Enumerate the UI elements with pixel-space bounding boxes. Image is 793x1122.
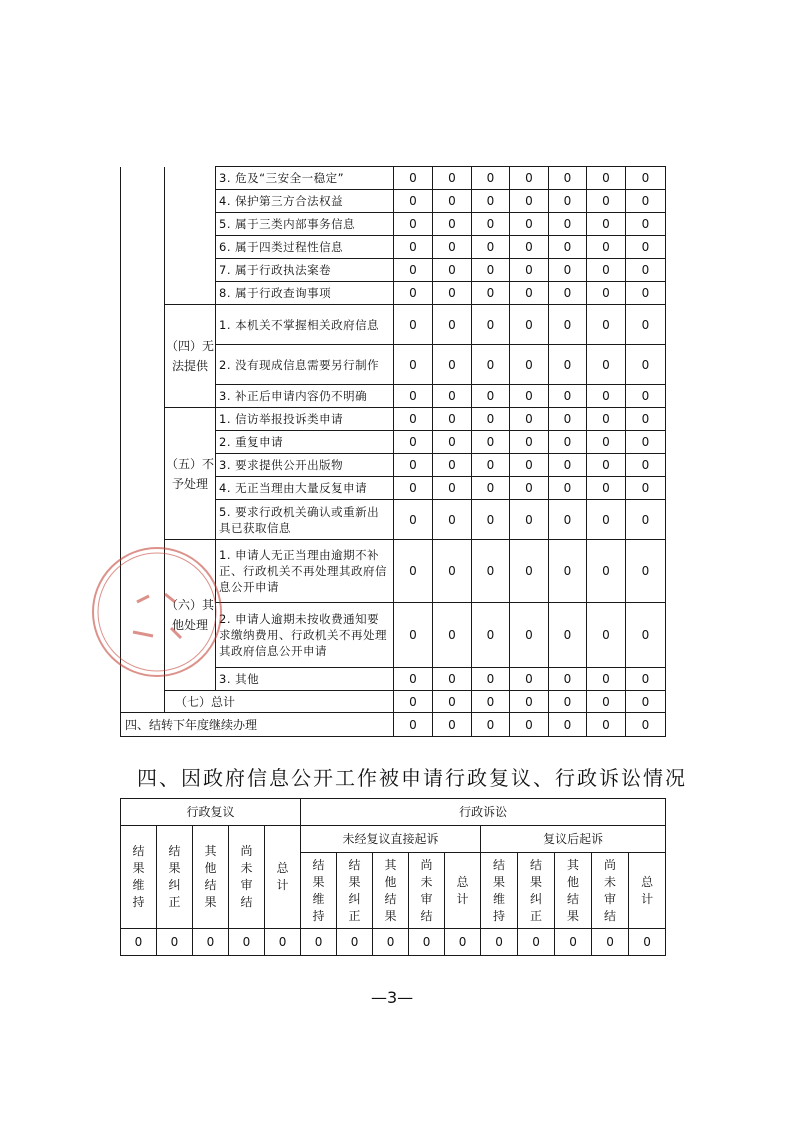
value-cell: 0	[510, 385, 549, 408]
after-review-header: 复议后起诉	[481, 826, 666, 853]
row-label: 2. 没有现成信息需要另行制作	[216, 345, 394, 385]
direct-litigation-header: 未经复议直接起诉	[301, 826, 481, 853]
value-cell: 0	[587, 190, 626, 213]
blank-cell	[121, 259, 165, 282]
value-cell: 0	[626, 540, 666, 603]
table-row	[121, 282, 666, 305]
table-row	[121, 540, 666, 603]
blank-cell	[121, 431, 165, 454]
value-cell: 0	[409, 929, 445, 956]
value-cell: 0	[394, 190, 433, 213]
value-cell: 0	[193, 929, 229, 956]
value-cell: 0	[394, 282, 433, 305]
row-label: 3. 危及“三安全一稳定”	[216, 167, 394, 190]
blank-cell	[121, 282, 165, 305]
row-label: 5. 要求行政机关确认或重新出具已获取信息	[216, 500, 394, 540]
value-cell: 0	[472, 500, 510, 540]
review-column-header-vertical: 结 果 维 持	[132, 844, 145, 909]
direct-column-header-vertical: 结 果 维 持	[312, 857, 325, 923]
value-cell: 0	[626, 167, 666, 190]
row-label: 2. 申请人逾期未按收费通知要求缴纳费用、行政机关不再处理其政府信息公开申请	[216, 603, 394, 668]
review-column-header	[265, 826, 301, 929]
row-label: 4. 无正当理由大量反复申请	[216, 477, 394, 500]
value-cell: 0	[587, 691, 626, 713]
value-cell: 0	[433, 213, 472, 236]
direct-column-header-vertical: 其 他 结 果	[384, 857, 397, 923]
value-cell: 0	[587, 454, 626, 477]
review-column-header	[193, 826, 229, 929]
row-label: 7. 属于行政执法案卷	[216, 259, 394, 282]
value-cell: 0	[626, 603, 666, 668]
section-title: 四、因政府信息公开工作被申请行政复议、行政诉讼情况	[137, 766, 687, 790]
blank-cell	[121, 668, 165, 691]
value-cell: 0	[433, 540, 472, 603]
after-column-header	[518, 853, 555, 929]
value-cell: 0	[394, 477, 433, 500]
after-column-header-vertical: 结 果 纠 正	[530, 857, 543, 923]
after-column-header	[629, 853, 666, 929]
value-cell: 0	[626, 431, 666, 454]
value-cell: 0	[549, 190, 587, 213]
after-column-header	[555, 853, 592, 929]
blank-cell	[165, 259, 216, 282]
value-cell: 0	[394, 385, 433, 408]
value-cell: 0	[587, 713, 626, 737]
blank-cell	[121, 408, 165, 431]
review-column-header	[121, 826, 157, 929]
value-cell: 0	[587, 668, 626, 691]
direct-column-header-vertical: 尚 未 审 结	[420, 857, 433, 923]
value-cell: 0	[394, 500, 433, 540]
after-column-header	[592, 853, 629, 929]
value-cell: 0	[549, 500, 587, 540]
row-label: 3. 补正后申请内容仍不明确	[216, 385, 394, 408]
value-cell: 0	[510, 190, 549, 213]
direct-column-header	[373, 853, 409, 929]
blank-cell	[165, 167, 216, 190]
review-column-header-vertical: 总 计	[276, 861, 289, 892]
value-cell: 0	[626, 305, 666, 345]
value-cell: 0	[626, 190, 666, 213]
carry-over-row	[121, 713, 666, 737]
value-cell: 0	[394, 305, 433, 345]
total-row	[121, 691, 666, 713]
value-cell: 0	[587, 236, 626, 259]
value-cell: 0	[472, 305, 510, 345]
value-cell: 0	[433, 305, 472, 345]
review-column-header	[229, 826, 265, 929]
value-cell: 0	[301, 929, 337, 956]
value-cell: 0	[549, 477, 587, 500]
value-cell: 0	[394, 454, 433, 477]
value-cell: 0	[433, 668, 472, 691]
value-cell: 0	[510, 477, 549, 500]
value-cell: 0	[510, 305, 549, 345]
value-cell: 0	[626, 345, 666, 385]
blank-cell	[121, 603, 165, 668]
value-cell: 0	[433, 282, 472, 305]
row-label: 6. 属于四类过程性信息	[216, 236, 394, 259]
value-cell: 0	[510, 691, 549, 713]
value-cell: 0	[510, 167, 549, 190]
after-column-header-vertical: 其 他 结 果	[567, 857, 580, 923]
value-cell: 0	[549, 167, 587, 190]
direct-column-header	[409, 853, 445, 929]
value-cell: 0	[510, 282, 549, 305]
table-row	[121, 305, 666, 345]
table-row	[121, 236, 666, 259]
value-cell: 0	[510, 540, 549, 603]
group-label-not-processed: （五）不予处理	[165, 408, 216, 540]
value-cell: 0	[394, 603, 433, 668]
value-cell: 0	[472, 668, 510, 691]
value-cell: 0	[549, 691, 587, 713]
table-row	[121, 213, 666, 236]
value-cell: 0	[229, 929, 265, 956]
after-column-header-vertical: 结 果 维 持	[493, 857, 506, 923]
direct-column-header	[337, 853, 373, 929]
header-row-2	[121, 826, 666, 853]
row-label: （七）总计	[165, 691, 394, 713]
blank-cell	[121, 454, 165, 477]
direct-column-header	[445, 853, 481, 929]
value-cell: 0	[433, 259, 472, 282]
value-cell: 0	[555, 929, 592, 956]
value-cell: 0	[433, 408, 472, 431]
value-cell: 0	[510, 668, 549, 691]
table-row	[121, 259, 666, 282]
blank-cell	[165, 282, 216, 305]
values-row	[121, 929, 666, 956]
row-label: 1. 申请人无正当理由逾期不补正、行政机关不再处理其政府信息公开申请	[216, 540, 394, 603]
blank-cell	[121, 305, 165, 345]
value-cell: 0	[472, 408, 510, 431]
row-label: 1. 信访举报投诉类申请	[216, 408, 394, 431]
value-cell: 0	[433, 603, 472, 668]
value-cell: 0	[433, 691, 472, 713]
value-cell: 0	[472, 713, 510, 737]
value-cell: 0	[433, 500, 472, 540]
header-row-1	[121, 799, 666, 826]
value-cell: 0	[626, 454, 666, 477]
value-cell: 0	[394, 431, 433, 454]
value-cell: 0	[626, 713, 666, 737]
value-cell: 0	[472, 190, 510, 213]
row-label: 3. 其他	[216, 668, 394, 691]
value-cell: 0	[373, 929, 409, 956]
value-cell: 0	[518, 929, 555, 956]
value-cell: 0	[472, 477, 510, 500]
row-label: 8. 属于行政查询事项	[216, 282, 394, 305]
after-column-header-vertical: 尚 未 审 结	[604, 857, 617, 923]
value-cell: 0	[549, 236, 587, 259]
value-cell: 0	[587, 213, 626, 236]
value-cell: 0	[592, 929, 629, 956]
table-row	[121, 190, 666, 213]
value-cell: 0	[549, 713, 587, 737]
value-cell: 0	[472, 259, 510, 282]
value-cell: 0	[472, 385, 510, 408]
value-cell: 0	[587, 540, 626, 603]
value-cell: 0	[549, 540, 587, 603]
row-label: 4. 保护第三方合法权益	[216, 190, 394, 213]
table-row	[121, 408, 666, 431]
blank-cell	[121, 385, 165, 408]
value-cell: 0	[510, 408, 549, 431]
value-cell: 0	[445, 929, 481, 956]
value-cell: 0	[510, 213, 549, 236]
review-column-header-vertical: 其 他 结 果	[204, 844, 217, 909]
value-cell: 0	[433, 385, 472, 408]
group-label-unable: （四）无法提供	[165, 305, 216, 408]
blank-cell	[165, 213, 216, 236]
application-handling-table	[120, 166, 666, 737]
value-cell: 0	[587, 385, 626, 408]
value-cell: 0	[121, 929, 157, 956]
value-cell: 0	[626, 282, 666, 305]
blank-cell	[121, 167, 165, 190]
value-cell: 0	[549, 345, 587, 385]
value-cell: 0	[549, 305, 587, 345]
value-cell: 0	[394, 236, 433, 259]
value-cell: 0	[394, 408, 433, 431]
page-number: —3—	[371, 988, 414, 1007]
value-cell: 0	[549, 454, 587, 477]
value-cell: 0	[587, 500, 626, 540]
value-cell: 0	[510, 431, 549, 454]
review-header: 行政复议	[121, 799, 301, 826]
value-cell: 0	[394, 713, 433, 737]
table-row	[121, 167, 666, 190]
value-cell: 0	[510, 603, 549, 668]
blank-cell	[121, 190, 165, 213]
row-label: 3. 要求提供公开出版物	[216, 454, 394, 477]
value-cell: 0	[510, 500, 549, 540]
value-cell: 0	[433, 167, 472, 190]
value-cell: 0	[549, 431, 587, 454]
row-label: 四、结转下年度继续办理	[121, 713, 394, 737]
value-cell: 0	[626, 385, 666, 408]
value-cell: 0	[394, 213, 433, 236]
value-cell: 0	[472, 167, 510, 190]
value-cell: 0	[510, 259, 549, 282]
blank-cell	[165, 236, 216, 259]
value-cell: 0	[433, 713, 472, 737]
review-column-header	[157, 826, 193, 929]
value-cell: 0	[629, 929, 666, 956]
value-cell: 0	[549, 603, 587, 668]
value-cell: 0	[587, 345, 626, 385]
value-cell: 0	[587, 282, 626, 305]
value-cell: 0	[587, 305, 626, 345]
value-cell: 0	[433, 190, 472, 213]
value-cell: 0	[626, 236, 666, 259]
value-cell: 0	[472, 540, 510, 603]
value-cell: 0	[394, 540, 433, 603]
value-cell: 0	[587, 408, 626, 431]
value-cell: 0	[481, 929, 518, 956]
value-cell: 0	[472, 213, 510, 236]
value-cell: 0	[472, 282, 510, 305]
value-cell: 0	[510, 236, 549, 259]
value-cell: 0	[472, 431, 510, 454]
after-column-header-vertical: 总 计	[641, 874, 654, 906]
value-cell: 0	[433, 454, 472, 477]
blank-cell	[165, 190, 216, 213]
value-cell: 0	[433, 345, 472, 385]
value-cell: 0	[626, 213, 666, 236]
value-cell: 0	[587, 477, 626, 500]
blank-cell	[121, 477, 165, 500]
row-label: 5. 属于三类内部事务信息	[216, 213, 394, 236]
value-cell: 0	[626, 408, 666, 431]
value-cell: 0	[394, 167, 433, 190]
value-cell: 0	[433, 236, 472, 259]
value-cell: 0	[433, 477, 472, 500]
value-cell: 0	[549, 408, 587, 431]
value-cell: 0	[510, 345, 549, 385]
review-column-header-vertical: 结 果 纠 正	[168, 844, 181, 909]
value-cell: 0	[433, 431, 472, 454]
value-cell: 0	[549, 282, 587, 305]
value-cell: 0	[337, 929, 373, 956]
blank-cell	[121, 345, 165, 385]
value-cell: 0	[549, 385, 587, 408]
value-cell: 0	[472, 454, 510, 477]
value-cell: 0	[157, 929, 193, 956]
value-cell: 0	[626, 691, 666, 713]
value-cell: 0	[472, 345, 510, 385]
value-cell: 0	[626, 668, 666, 691]
value-cell: 0	[472, 691, 510, 713]
value-cell: 0	[626, 477, 666, 500]
value-cell: 0	[265, 929, 301, 956]
value-cell: 0	[626, 500, 666, 540]
value-cell: 0	[394, 259, 433, 282]
direct-column-header-vertical: 总 计	[456, 874, 469, 906]
value-cell: 0	[472, 236, 510, 259]
blank-cell	[121, 236, 165, 259]
value-cell: 0	[549, 668, 587, 691]
value-cell: 0	[510, 713, 549, 737]
review-column-header-vertical: 尚 未 审 结	[240, 844, 253, 909]
blank-cell	[121, 691, 165, 713]
value-cell: 0	[626, 259, 666, 282]
direct-column-header	[301, 853, 337, 929]
value-cell: 0	[587, 431, 626, 454]
value-cell: 0	[394, 691, 433, 713]
blank-cell	[121, 213, 165, 236]
direct-column-header-vertical: 结 果 纠 正	[348, 857, 361, 923]
litigation-header: 行政诉讼	[301, 799, 666, 826]
value-cell: 0	[587, 167, 626, 190]
value-cell: 0	[472, 603, 510, 668]
value-cell: 0	[549, 213, 587, 236]
value-cell: 0	[549, 259, 587, 282]
blank-cell	[121, 540, 165, 603]
value-cell: 0	[394, 668, 433, 691]
value-cell: 0	[587, 603, 626, 668]
group-label-other: （六）其他处理	[165, 540, 216, 691]
value-cell: 0	[394, 345, 433, 385]
blank-cell	[121, 500, 165, 540]
value-cell: 0	[510, 454, 549, 477]
value-cell: 0	[587, 259, 626, 282]
review-litigation-table	[120, 798, 666, 956]
after-column-header	[481, 853, 518, 929]
row-label: 2. 重复申请	[216, 431, 394, 454]
row-label: 1. 本机关不掌握相关政府信息	[216, 305, 394, 345]
